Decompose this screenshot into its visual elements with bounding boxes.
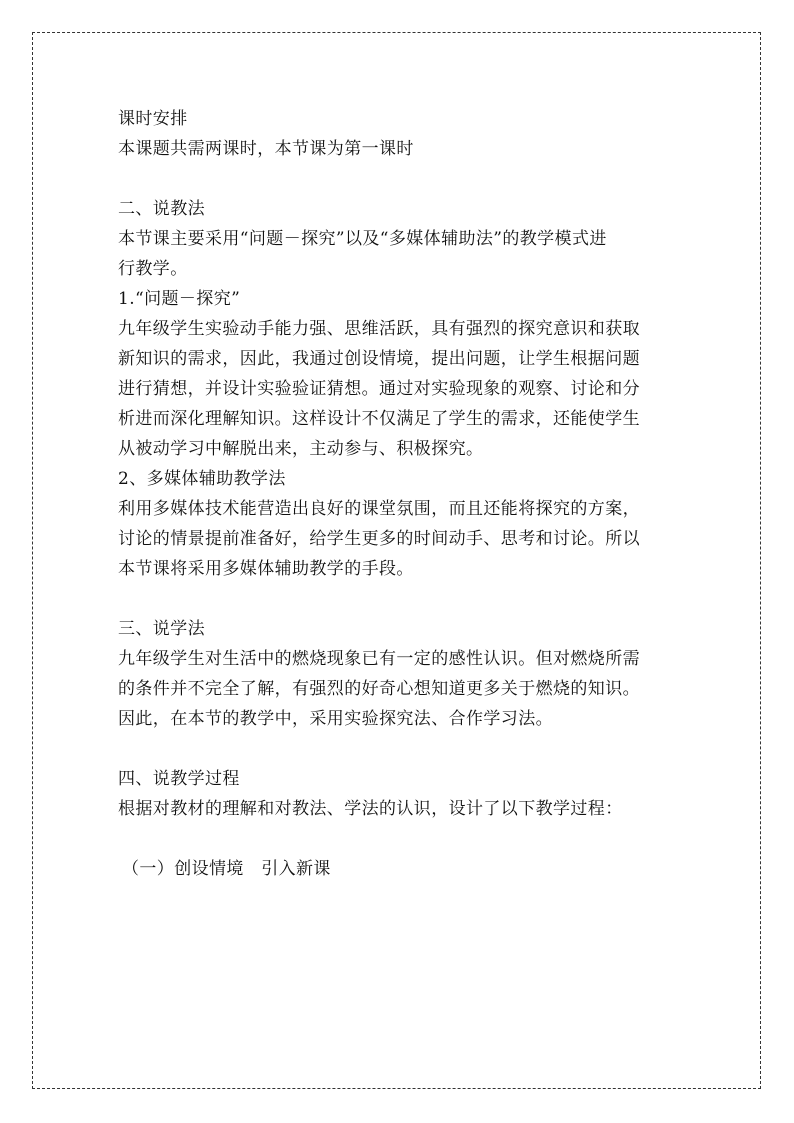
section2-heading: 二、说教法	[118, 199, 205, 219]
blank-line	[118, 164, 678, 194]
section4-intro: 根据对教材的理解和对教法、学法的认识，设计了以下教学过程：	[118, 799, 623, 819]
item2-title: 2、多媒体辅助教学法	[118, 469, 286, 489]
section3-paragraph	[118, 644, 678, 734]
paragraph-line: 从被动学习中解脱出来，主动参与、积极探究。	[118, 439, 484, 459]
section3-heading: 三、说学法	[118, 619, 205, 639]
paragraph-line: 本节课主要采用“问题－探究”以及“多媒体辅助法”的教学模式进	[118, 229, 607, 249]
schedule-heading: 课时安排	[118, 109, 188, 129]
blank-line	[118, 584, 678, 614]
section4-subheading: （一）创设情境 引入新课	[122, 859, 331, 879]
item1-paragraph	[118, 314, 678, 464]
paragraph-line: 九年级学生对生活中的燃烧现象已有一定的感性认识。但对燃烧所需	[118, 649, 640, 669]
section2-intro	[118, 224, 678, 284]
paragraph-line: 讨论的情景提前准备好，给学生更多的时间动手、思考和讨论。所以	[118, 529, 640, 549]
blank-line	[118, 824, 678, 854]
paragraph-line: 因此，在本节的教学中，采用实验探究法、合作学习法。	[118, 709, 553, 729]
paragraph-line: 进行猜想，并设计实验验证猜想。通过对实验现象的观察、讨论和分	[118, 379, 640, 399]
paragraph-line: 新知识的需求，因此，我通过创设情境，提出问题，让学生根据问题	[118, 349, 640, 369]
document-body	[118, 104, 678, 884]
blank-line	[118, 734, 678, 764]
paragraph-line: 九年级学生实验动手能力强、思维活跃，具有强烈的探究意识和获取	[118, 319, 640, 339]
section4-heading: 四、说教学过程	[118, 769, 240, 789]
paragraph-line: 行教学。	[118, 259, 188, 279]
paragraph-line: 析进而深化理解知识。这样设计不仅满足了学生的需求，还能使学生	[118, 409, 640, 429]
paragraph-line: 本节课将采用多媒体辅助教学的手段。	[118, 559, 414, 579]
item1-title: 1.“问题－探究”	[118, 289, 241, 309]
paragraph-line: 利用多媒体技术能营造出良好的课堂氛围，而且还能将探究的方案，	[118, 499, 640, 519]
schedule-text: 本课题共需两课时，本节课为第一课时	[118, 139, 414, 159]
item2-paragraph	[118, 494, 678, 584]
paragraph-line: 的条件并不完全了解，有强烈的好奇心想知道更多关于燃烧的知识。	[118, 679, 640, 699]
